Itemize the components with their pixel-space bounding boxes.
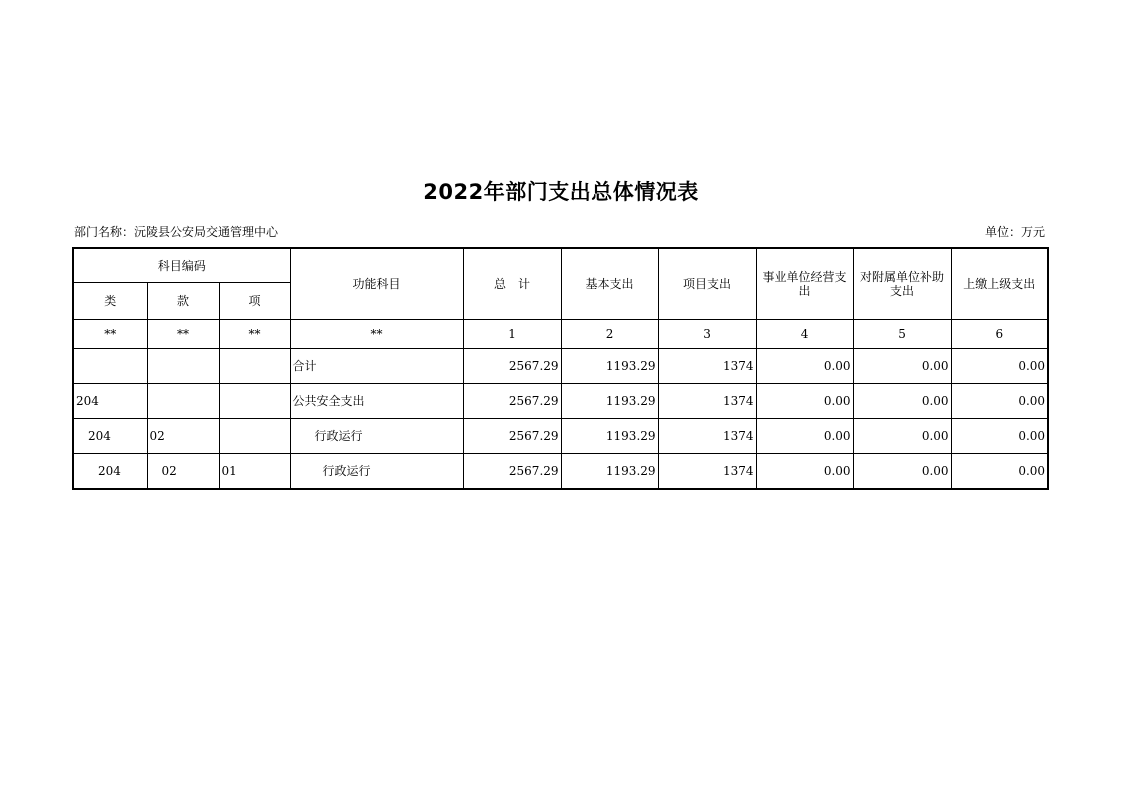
basic-cell: 1193.29 bbox=[561, 384, 658, 419]
xiang-cell bbox=[219, 384, 290, 419]
upper-cell: 0.00 bbox=[951, 454, 1048, 490]
basic-header: 基本支出 bbox=[561, 248, 658, 320]
xiang-cell bbox=[219, 349, 290, 384]
lei-cell: 204 bbox=[73, 419, 147, 454]
table-row bbox=[73, 349, 1048, 384]
business-cell: 0.00 bbox=[756, 454, 853, 490]
function-name-cell: 合计 bbox=[290, 349, 463, 384]
table-row bbox=[73, 384, 1048, 419]
xiang-header: 项 bbox=[219, 283, 290, 320]
kuan-cell: 02 bbox=[147, 454, 219, 490]
business-header: 事业单位经营支出 bbox=[756, 248, 853, 320]
business-cell: 0.00 bbox=[756, 349, 853, 384]
report-title: 2022年部门支出总体情况表 bbox=[423, 180, 699, 204]
kuan-cell bbox=[147, 384, 219, 419]
index-cell: 1 bbox=[463, 320, 561, 349]
subsidy-cell: 0.00 bbox=[853, 419, 951, 454]
project-cell: 1374 bbox=[658, 419, 756, 454]
subsidy-cell: 0.00 bbox=[853, 349, 951, 384]
subsidy-cell: 0.00 bbox=[853, 384, 951, 419]
table-row bbox=[73, 454, 1048, 490]
subsidy-header: 对附属单位补助支出 bbox=[853, 248, 951, 320]
function-subject-header: 功能科目 bbox=[290, 248, 463, 320]
lei-cell: 204 bbox=[73, 384, 147, 419]
total-cell: 2567.29 bbox=[463, 384, 561, 419]
index-cell: ** bbox=[219, 320, 290, 349]
total-cell: 2567.29 bbox=[463, 419, 561, 454]
basic-cell: 1193.29 bbox=[561, 454, 658, 490]
lei-cell: 204 bbox=[73, 454, 147, 490]
index-cell: ** bbox=[290, 320, 463, 349]
subsidy-cell: 0.00 bbox=[853, 454, 951, 490]
business-cell: 0.00 bbox=[756, 384, 853, 419]
project-cell: 1374 bbox=[658, 384, 756, 419]
total-cell: 2567.29 bbox=[463, 454, 561, 490]
business-cell: 0.00 bbox=[756, 419, 853, 454]
index-cell: 6 bbox=[951, 320, 1048, 349]
index-cell: 4 bbox=[756, 320, 853, 349]
index-cell: 3 bbox=[658, 320, 756, 349]
table-row bbox=[73, 419, 1048, 454]
index-cell: 5 bbox=[853, 320, 951, 349]
index-cell: ** bbox=[73, 320, 147, 349]
kuan-header: 款 bbox=[147, 283, 219, 320]
upper-cell: 0.00 bbox=[951, 384, 1048, 419]
index-cell: ** bbox=[147, 320, 219, 349]
upper-cell: 0.00 bbox=[951, 419, 1048, 454]
project-cell: 1374 bbox=[658, 454, 756, 490]
project-cell: 1374 bbox=[658, 349, 756, 384]
total-cell: 2567.29 bbox=[463, 349, 561, 384]
basic-cell: 1193.29 bbox=[561, 349, 658, 384]
header-row-1 bbox=[73, 248, 1048, 283]
basic-cell: 1193.29 bbox=[561, 419, 658, 454]
lei-cell bbox=[73, 349, 147, 384]
department-name: 部门名称：沅陵县公安局交通管理中心 bbox=[74, 225, 279, 239]
xiang-cell bbox=[219, 419, 290, 454]
upper-header: 上缴上级支出 bbox=[951, 248, 1048, 320]
total-header: 总 计 bbox=[463, 248, 561, 320]
unit-label: 单位：万元 bbox=[984, 225, 1045, 239]
expenditure-table bbox=[72, 247, 1049, 490]
xiang-cell: 01 bbox=[219, 454, 290, 490]
project-header: 项目支出 bbox=[658, 248, 756, 320]
kuan-cell bbox=[147, 349, 219, 384]
subject-code-header: 科目编码 bbox=[73, 248, 290, 283]
function-name-cell: 公共安全支出 bbox=[290, 384, 463, 419]
index-row bbox=[73, 320, 1048, 349]
function-name-cell: 行政运行 bbox=[290, 419, 463, 454]
lei-header: 类 bbox=[73, 283, 147, 320]
kuan-cell: 02 bbox=[147, 419, 219, 454]
function-name-cell: 行政运行 bbox=[290, 454, 463, 490]
index-cell: 2 bbox=[561, 320, 658, 349]
upper-cell: 0.00 bbox=[951, 349, 1048, 384]
